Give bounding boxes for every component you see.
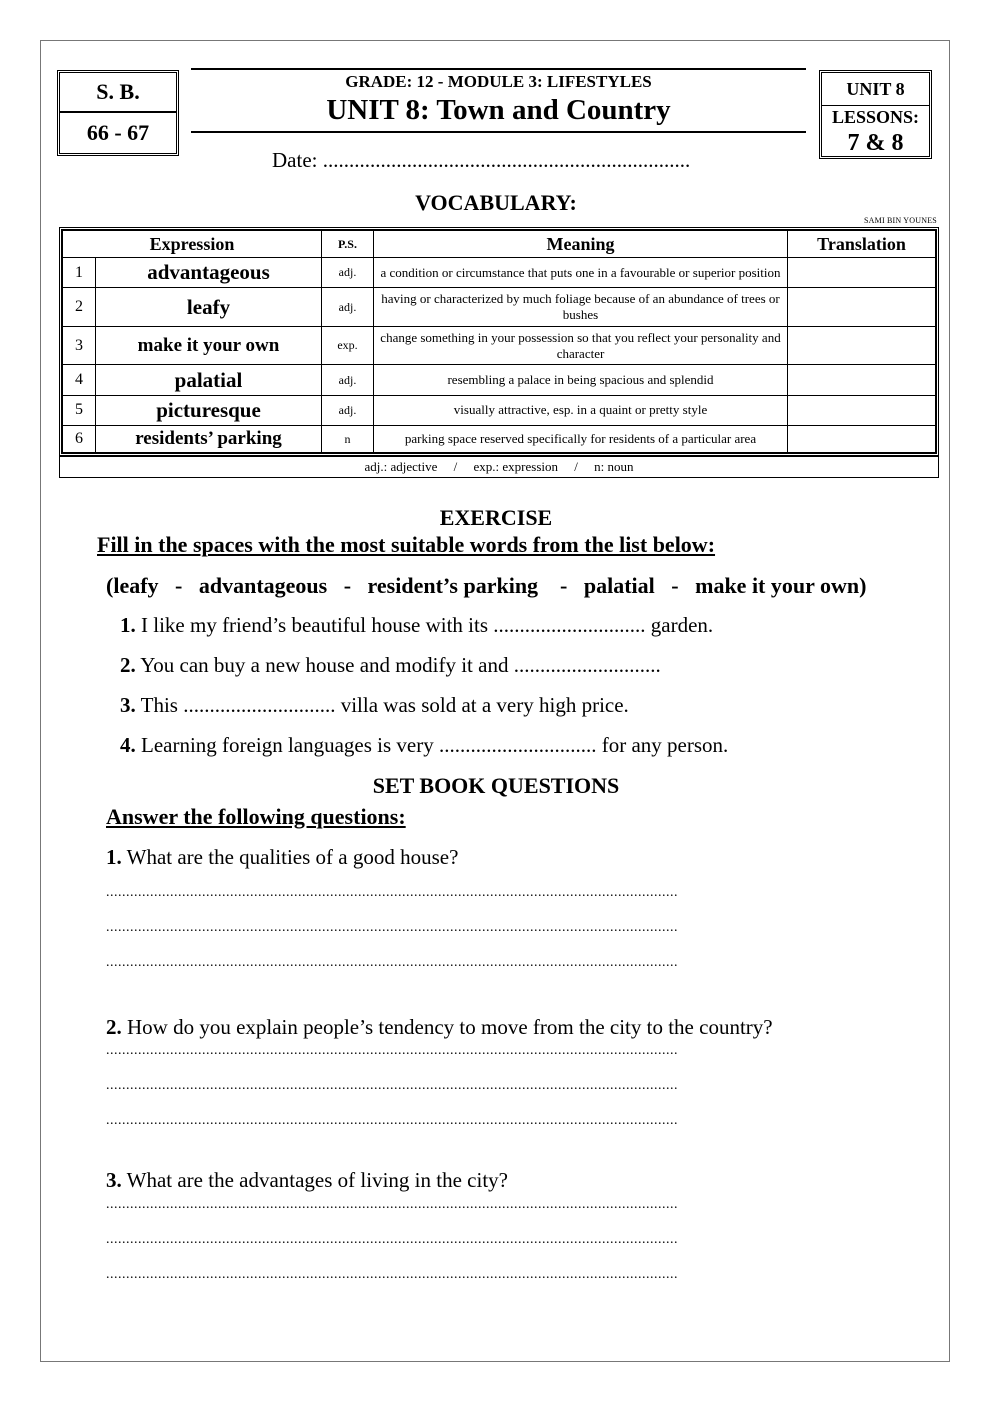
- row-meaning: resembling a palace in being spacious and splendid: [374, 365, 788, 395]
- row-translation[interactable]: [788, 365, 936, 395]
- row-translation[interactable]: [788, 326, 936, 365]
- row-translation[interactable]: [788, 395, 936, 425]
- row-translation[interactable]: [788, 426, 936, 453]
- set-book-title: SET BOOK QUESTIONS: [372, 773, 620, 798]
- question-text: How do you explain people’s tendency to move from the city to the country?: [121, 1015, 773, 1039]
- unit-lessons-box: [819, 70, 932, 159]
- column-header-expression: Expression: [63, 231, 322, 258]
- table-row: [63, 258, 936, 288]
- row-translation[interactable]: [788, 258, 936, 288]
- item-text: You can buy a new house and modify it and ............................: [135, 653, 661, 677]
- table-row: [63, 395, 936, 425]
- row-expression: leafy: [186, 294, 231, 319]
- row-ps: adj.: [322, 365, 374, 395]
- item-text: I like my friend’s beautiful house with its ............................. garden.: [135, 613, 714, 637]
- item-text: This ............................. villa was sold at a very high price.: [135, 693, 629, 717]
- row-number: 5: [63, 396, 96, 425]
- item-number: 2.: [120, 653, 136, 677]
- answer-line[interactable]: ...............................................................................................................................................: [106, 955, 678, 970]
- question-text: What are the qualities of a good house?: [121, 845, 459, 869]
- lessons-label: LESSONS:: [831, 107, 920, 127]
- header-bottom-rule: [191, 131, 806, 133]
- question-number: 1.: [106, 845, 122, 869]
- sb-pages: 66 - 67: [86, 120, 150, 145]
- row-number: 6: [63, 426, 96, 452]
- author-credit: SAMI BIN YOUNES: [864, 216, 937, 225]
- table-header-row: [63, 231, 936, 258]
- question: [106, 845, 458, 870]
- table-row: [63, 326, 936, 365]
- question-text: What are the advantages of living in the city?: [121, 1168, 508, 1192]
- date-field[interactable]: Date: ......................................................................: [272, 148, 691, 172]
- column-header-ps: P.S.: [322, 231, 374, 258]
- unit-badge: UNIT 8: [822, 73, 929, 106]
- row-expression: palatial: [174, 367, 243, 392]
- exercise-instruction: Fill in the spaces with the most suitable words from the list below:: [97, 532, 716, 557]
- abbreviation-legend: adj.: adjective / exp.: expression / n: noun: [59, 456, 939, 478]
- item-number: 1.: [120, 613, 136, 637]
- answer-line[interactable]: ...............................................................................................................................................: [106, 1113, 678, 1128]
- sb-label: S. B.: [60, 73, 176, 113]
- exercise-item: [120, 613, 713, 638]
- header-top-rule: [191, 68, 806, 70]
- set-book-instruction: Answer the following questions:: [106, 804, 406, 829]
- row-meaning: visually attractive, esp. in a quaint or pretty style: [374, 395, 788, 425]
- row-number: 1: [63, 258, 96, 287]
- item-number: 3.: [120, 693, 136, 717]
- item-text: Learning foreign languages is very .............................. for any person.: [135, 733, 729, 757]
- answer-line[interactable]: ...............................................................................................................................................: [106, 1267, 678, 1282]
- exercise-item: [120, 653, 661, 678]
- word-list: (leafy - advantageous - resident’s parking - palatial - make it your own): [106, 573, 867, 598]
- vocabulary-table: [59, 227, 939, 456]
- unit-title: UNIT 8: Town and Country: [326, 94, 671, 126]
- answer-line[interactable]: ...............................................................................................................................................: [106, 1197, 678, 1212]
- student-book-pages-box: [57, 70, 179, 156]
- lessons-value: 7 & 8: [847, 130, 904, 156]
- question-number: 3.: [106, 1168, 122, 1192]
- table-row: [63, 426, 936, 453]
- row-ps: n: [322, 426, 374, 453]
- row-ps: adj.: [322, 395, 374, 425]
- item-number: 4.: [120, 733, 136, 757]
- column-header-meaning: Meaning: [374, 231, 788, 258]
- table-row: [63, 365, 936, 395]
- answer-line[interactable]: ...............................................................................................................................................: [106, 885, 678, 900]
- row-meaning: a condition or circumstance that puts one in a favourable or superior position: [374, 258, 788, 288]
- row-meaning: parking space reserved specifically for residents of a particular area: [374, 426, 788, 453]
- exercise-title: EXERCISE: [439, 505, 553, 530]
- exercise-item: [120, 733, 728, 758]
- answer-line[interactable]: ...............................................................................................................................................: [106, 920, 678, 935]
- row-expression: make it your own: [137, 334, 280, 356]
- row-number: 3: [63, 327, 96, 365]
- answer-line[interactable]: ...............................................................................................................................................: [106, 1078, 678, 1093]
- question-number: 2.: [106, 1015, 122, 1039]
- row-expression: residents’ parking: [135, 428, 282, 450]
- grade-module: GRADE: 12 - MODULE 3: LIFESTYLES: [345, 72, 652, 91]
- row-number: 2: [63, 288, 96, 326]
- row-expression: advantageous: [147, 260, 270, 285]
- answer-line[interactable]: ...............................................................................................................................................: [106, 1043, 678, 1058]
- question: [106, 1168, 508, 1193]
- answer-line[interactable]: ...............................................................................................................................................: [106, 1232, 678, 1247]
- row-expression: picturesque: [156, 397, 261, 422]
- row-ps: adj.: [322, 258, 374, 288]
- column-header-translation: Translation: [788, 231, 936, 258]
- row-translation[interactable]: [788, 288, 936, 327]
- vocabulary-title: VOCABULARY:: [415, 190, 577, 215]
- row-number: 4: [63, 365, 96, 394]
- row-ps: adj.: [322, 288, 374, 327]
- row-ps: exp.: [322, 326, 374, 365]
- exercise-item: [120, 693, 629, 718]
- question: [106, 1015, 773, 1040]
- row-meaning: change something in your possession so that you reflect your personality and character: [374, 326, 788, 365]
- table-row: [63, 288, 936, 327]
- row-meaning: having or characterized by much foliage because of an abundance of trees or bushes: [374, 288, 788, 327]
